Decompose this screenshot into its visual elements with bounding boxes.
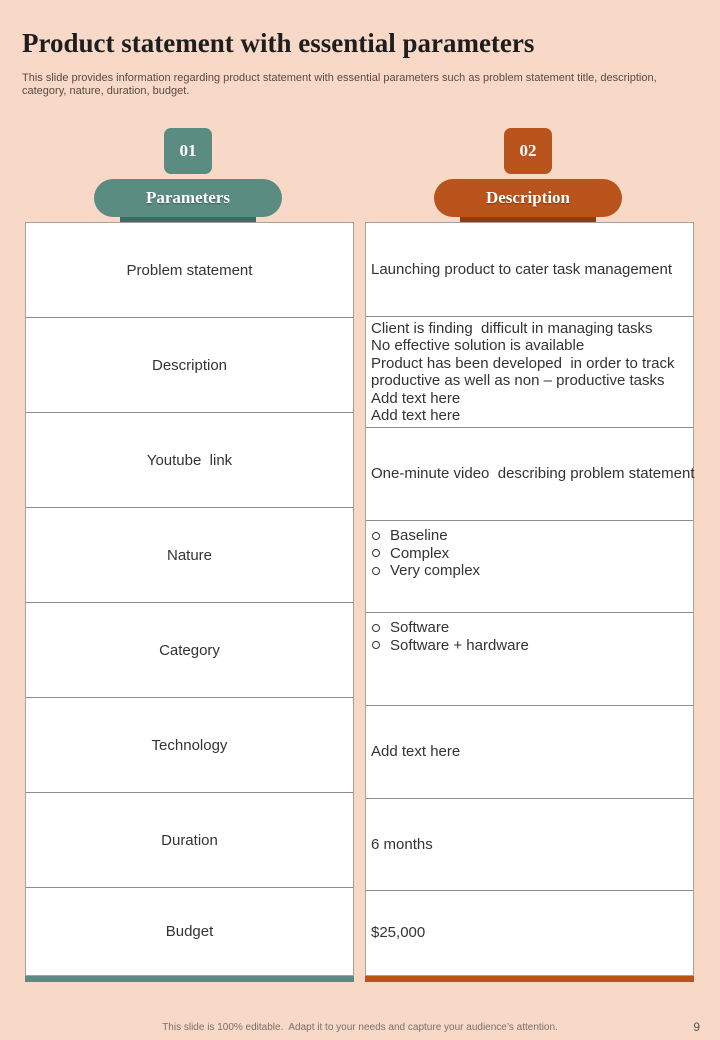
description-text: Add text here <box>371 389 461 407</box>
description-cell <box>366 223 693 317</box>
description-text: 6 months <box>371 835 433 853</box>
parameter-cell <box>26 793 353 888</box>
description-cell <box>366 428 693 521</box>
parameter-label: Youtube link <box>146 451 233 469</box>
description-bottom-bar <box>365 976 694 982</box>
parameter-label: Category <box>159 641 220 659</box>
bullet-text: Software + hardware <box>390 636 529 654</box>
description-text: No effective solution is available <box>371 337 585 354</box>
bullet-circle-icon <box>372 549 380 557</box>
description-cell <box>366 613 693 706</box>
bullet-item <box>371 545 685 563</box>
page-title: Product statement with essential parameters <box>22 28 535 58</box>
parameter-cell <box>26 223 353 318</box>
description-text: $25,000 <box>371 924 426 942</box>
description-number-badge: 02 <box>504 128 552 174</box>
parameter-label: Nature <box>166 546 213 564</box>
page-subtitle: This slide provides information regarding product statement with essential parameters such as problem statement title, description, category, nature, duration, budget. <box>22 72 657 97</box>
description-cell <box>366 317 693 428</box>
description-text: Product has been developed in order to track <box>371 354 675 372</box>
parameter-cell <box>26 413 353 508</box>
description-text: One-minute video describing problem statement <box>371 465 695 483</box>
parameter-label: Duration <box>161 831 218 849</box>
description-cell <box>366 891 693 975</box>
description-text: Client is finding difficult in managing tasks <box>371 319 653 337</box>
parameters-number-badge: 01 <box>164 128 212 174</box>
parameters-bottom-bar <box>25 976 354 982</box>
parameter-cell <box>26 318 353 413</box>
bullet-text: Complex <box>390 544 450 562</box>
parameter-cell <box>26 508 353 603</box>
description-text: Launching product to cater task management <box>371 260 673 278</box>
parameter-label: Description <box>151 356 228 374</box>
description-cell <box>366 706 693 799</box>
description-text: Add text here <box>371 743 461 761</box>
bullet-circle-icon <box>372 641 380 649</box>
description-column <box>365 222 694 976</box>
bullet-item <box>371 527 685 545</box>
footer-note: This slide is 100% editable. Adapt it to your needs and capture your audience’s attention. <box>162 1022 558 1033</box>
description-text: Add text here <box>371 407 461 424</box>
bullet-text: Baseline <box>390 527 448 544</box>
parameter-label: Technology <box>151 736 228 754</box>
bullet-item <box>371 562 685 580</box>
parameter-cell <box>26 698 353 793</box>
parameters-column <box>25 222 354 976</box>
parameter-cell <box>26 888 353 975</box>
description-cell <box>366 521 693 613</box>
bullet-circle-icon <box>372 624 380 632</box>
parameter-label: Problem statement <box>126 261 253 279</box>
description-header: Description <box>434 179 622 217</box>
description-cell <box>366 799 693 891</box>
bullet-circle-icon <box>372 532 380 540</box>
bullet-item <box>371 637 685 655</box>
bullet-item <box>371 619 685 637</box>
bullet-text: Software <box>390 619 450 636</box>
page-number: 9 <box>693 1020 700 1034</box>
bullet-text: Very complex <box>390 562 481 579</box>
parameters-header: Parameters <box>94 179 282 217</box>
parameter-label: Budget <box>165 923 214 940</box>
parameter-cell <box>26 603 353 698</box>
description-text: productive as well as non – productive tasks <box>371 372 665 389</box>
bullet-circle-icon <box>372 567 380 575</box>
